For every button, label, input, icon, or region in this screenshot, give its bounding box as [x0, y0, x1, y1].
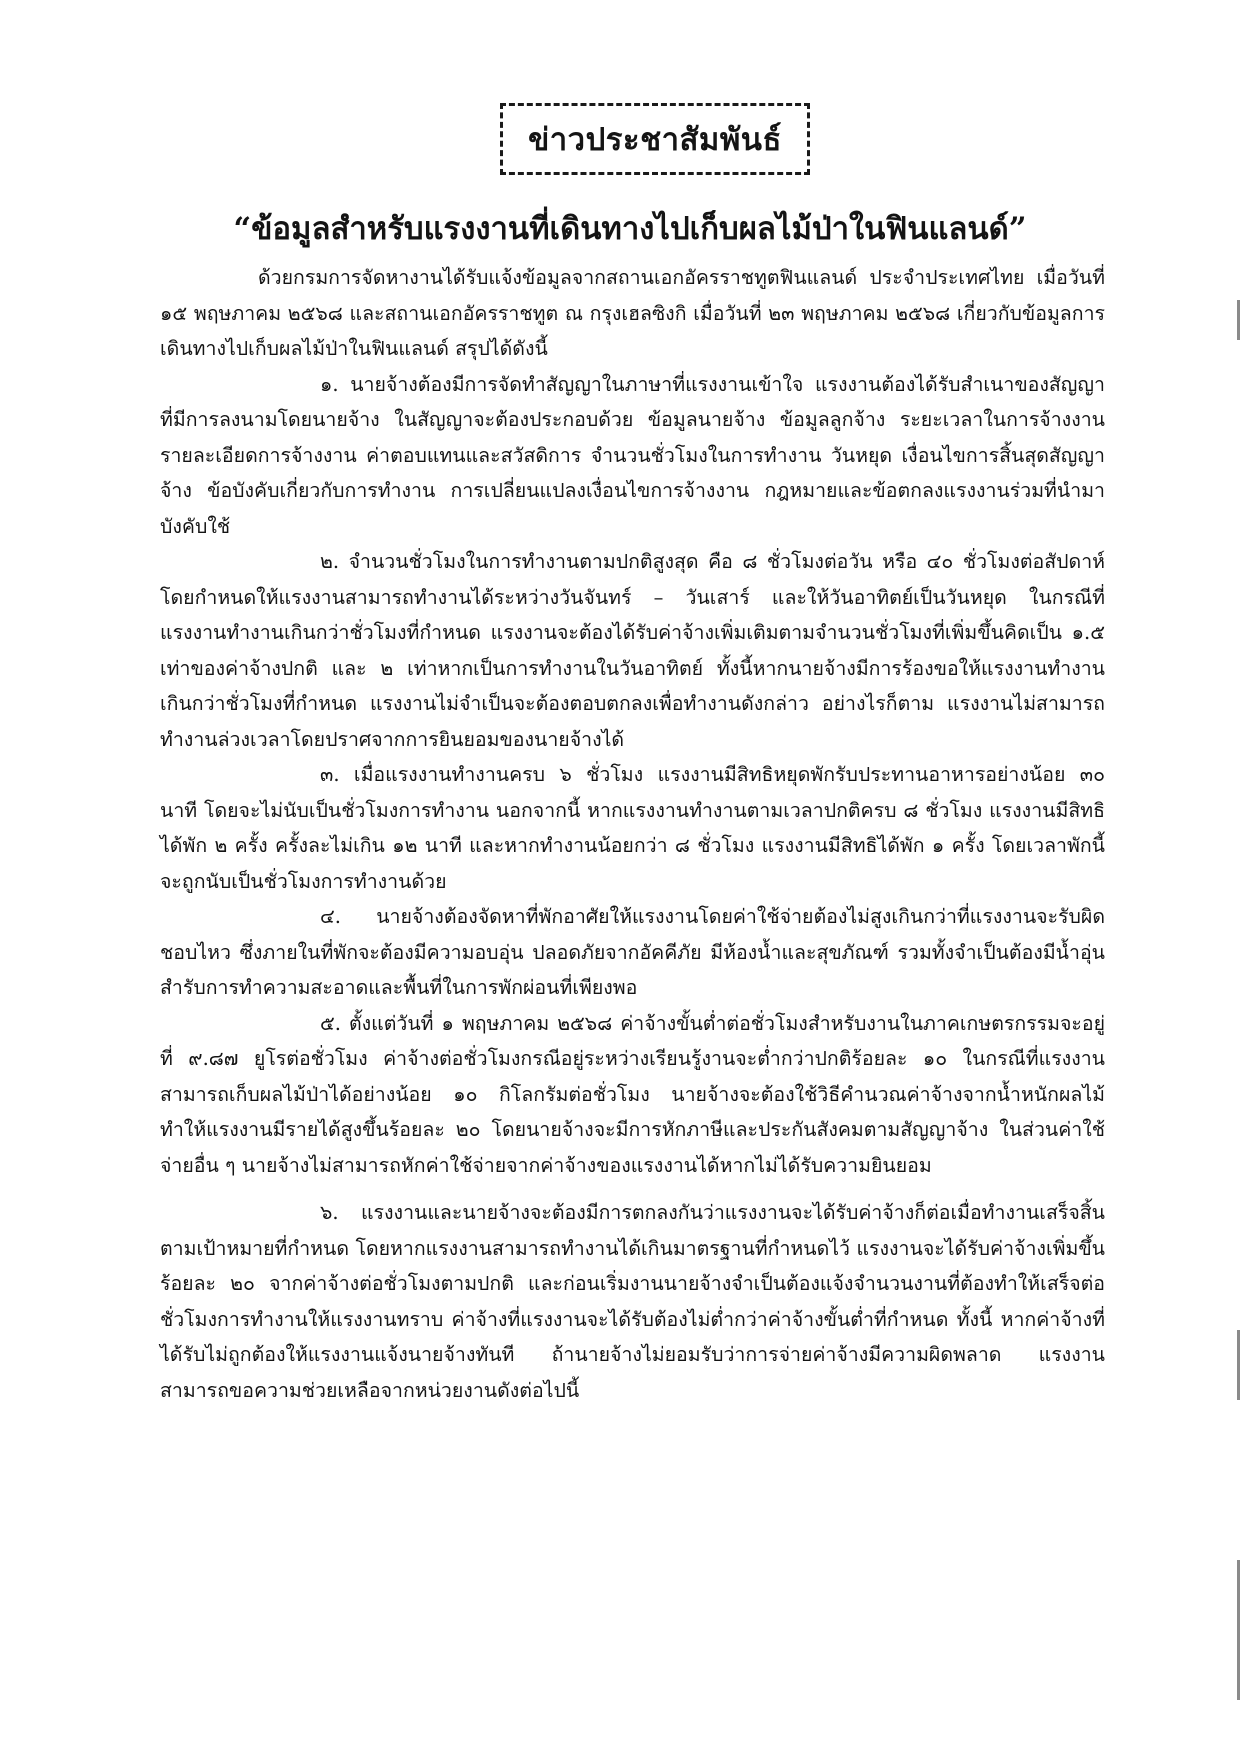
document-body — [160, 260, 1105, 1408]
scan-edge-mark — [1237, 1560, 1240, 1700]
intro-paragraph: ด้วยกรมการจัดหางานได้รับแจ้งข้อมูลจากสถานเอกอัครราชทูตฟินแลนด์ ประจำประเทศไทย เมื่อวันที่ ๑๕ พฤษภาคม ๒๕๖๘ และสถานเอกอัครราชทูต ณ กรุงเฮลซิงกิ เมื่อวันที่ ๒๓ พฤษภาคม ๒๕๖๘ เกี่ยวกับข้อมูลการเดินทางไปเก็บผลไม้ป่าในฟินแลนด์ สรุปได้ดังนี้ — [160, 266, 1105, 360]
item-paragraph-4: ๔. นายจ้างต้องจัดหาที่พักอาศัยให้แรงงานโดยค่าใช้จ่ายต้องไม่สูงเกินกว่าที่แรงงานจะรับผิดชอบไหว ซึ่งภายในที่พักจะต้องมีความอบอุ่น ปลอดภัยจากอัคคีภัย มีห้องน้ำและสุขภัณฑ์ รวมทั้งจำเป็นต้องมีน้ำอุ่นสำรับการทำความสะอาดและพื้นที่ในการพักผ่อนที่เพียงพอ — [160, 905, 1105, 999]
press-release-header-box — [500, 103, 810, 175]
press-release-label: ข่าวประชาสัมพันธ์ — [528, 122, 782, 158]
item-paragraph-6: ๖. แรงงานและนายจ้างจะต้องมีการตกลงกันว่าแรงงานจะได้รับค่าจ้างก็ต่อเมื่อทำงานเสร็จสิ้นตามเป้าหมายที่กำหนด โดยหากแรงงานสามารถทำงานได้เกินมาตรฐานที่กำหนดไว้ แรงงานจะได้รับค่าจ้างเพิ่มขึ้นร้อยละ ๒๐ จากค่าจ้างต่อชั่วโมงตามปกติ และก่อนเริ่มงานนายจ้างจำเป็นต้องแจ้งจำนวนงานที่ต้องทำให้เสร็จต่อชั่วโมงการทำงานให้แรงงานทราบ ค่าจ้างที่แรงงานจะได้รับต้องไม่ต่ำกว่าค่าจ้างขั้นต่ำที่กำหนด ทั้งนี้ หากค่าจ้างที่ได้รับไม่ถูกต้องให้แรงงานแจ้งนายจ้างทันที ถ้านายจ้างไม่ยอมรับว่าการจ่ายค่าจ้างมีความผิดพลาด แรงงานสามารถขอความช่วยเหลือจากหน่วยงานดังต่อไปนี้ — [160, 1201, 1105, 1402]
item-paragraph-5: ๕. ตั้งแต่วันที่ ๑ พฤษภาคม ๒๕๖๘ ค่าจ้างขั้นต่ำต่อชั่วโมงสำหรับงานในภาคเกษตรกรรมจะอยู่ที่ ๙.๘๗ ยูโรต่อชั่วโมง ค่าจ้างต่อชั่วโมงกรณีอยู่ระหว่างเรียนรู้งานจะต่ำกว่าปกติร้อยละ ๑๐ ในกรณีที่แรงงานสามารถเก็บผลไม้ป่าได้อย่างน้อย ๑๐ กิโลกรัมต่อชั่วโมง นายจ้างจะต้องใช้วิธีคำนวณค่าจ้างจากน้ำหนักผลไม้ทำให้แรงงานมีรายได้สูงขึ้นร้อยละ ๒๐ โดยนายจ้างจะมีการหักภาษีและประกันสังคมตามสัญญาจ้าง ในส่วนค่าใช้จ่ายอื่น ๆ นายจ้างไม่สามารถหักค่าใช้จ่ายจากค่าจ้างของแรงงานได้หากไม่ได้รับความยินยอม — [160, 1011, 1105, 1177]
item-paragraph-2: ๒. จำนวนชั่วโมงในการทำงานตามปกติสูงสุด คือ ๘ ชั่วโมงต่อวัน หรือ ๔๐ ชั่วโมงต่อสัปดาห์ โดยกำหนดให้แรงงานสามารถทำงานได้ระหว่างวันจันทร์ – วันเสาร์ และให้วันอาทิตย์เป็นวันหยุด ในกรณีที่แรงงานทำงานเกินกว่าชั่วโมงที่กำหนด แรงงานจะต้องได้รับค่าจ้างเพิ่มเติมตามจำนวนชั่วโมงที่เพิ่มขึ้นคิดเป็น ๑.๕ เท่าของค่าจ้างปกติ และ ๒ เท่าหากเป็นการทำงานในวันอาทิตย์ ทั้งนี้หากนายจ้างมีการร้องขอให้แรงงานทำงานเกินกว่าชั่วโมงที่กำหนด แรงงานไม่จำเป็นจะต้องตอบตกลงเพื่อทำงานดังกล่าว อย่างไรก็ตาม แรงงานไม่สามารถทำงานล่วงเวลาโดยปราศจากการยินยอมของนายจ้างได้ — [160, 550, 1105, 751]
document-title: “ข้อมูลสำหรับแรงงานที่เดินทางไปเก็บผลไม้ป่าในฟินแลนด์” — [233, 211, 1027, 247]
scan-edge-mark — [1237, 300, 1240, 340]
item-paragraph-1: ๑. นายจ้างต้องมีการจัดทำสัญญาในภาษาที่แรงงานเข้าใจ แรงงานต้องได้รับสำเนาของสัญญาที่มีการลงนามโดยนายจ้าง ในสัญญาจะต้องประกอบด้วย ข้อมูลนายจ้าง ข้อมูลลูกจ้าง ระยะเวลาในการจ้างงาน รายละเอียดการจ้างงาน ค่าตอบแทนและสวัสดิการ จำนวนชั่วโมงในการทำงาน วันหยุด เงื่อนไขการสิ้นสุดสัญญาจ้าง ข้อบังคับเกี่ยวกับการทำงาน การเปลี่ยนแปลงเงื่อนไขการจ้างงาน กฎหมายและข้อตกลงแรงงานร่วมที่นำมาบังคับใช้ — [160, 372, 1105, 538]
item-paragraph-3: ๓. เมื่อแรงงานทำงานครบ ๖ ชั่วโมง แรงงานมีสิทธิหยุดพักรับประทานอาหารอย่างน้อย ๓๐ นาที โดยจะไม่นับเป็นชั่วโมงการทำงาน นอกจากนี้ หากแรงงานทำงานตามเวลาปกติครบ ๘ ชั่วโมง แรงงานมีสิทธิได้พัก ๒ ครั้ง ครั้งละไม่เกิน ๑๒ นาที และหากทำงานน้อยกว่า ๘ ชั่วโมง แรงงานมีสิทธิได้พัก ๑ ครั้ง โดยเวลาพักนี้จะถูกนับเป็นชั่วโมงการทำงานด้วย — [160, 763, 1105, 893]
scan-edge-mark — [1237, 1330, 1240, 1400]
